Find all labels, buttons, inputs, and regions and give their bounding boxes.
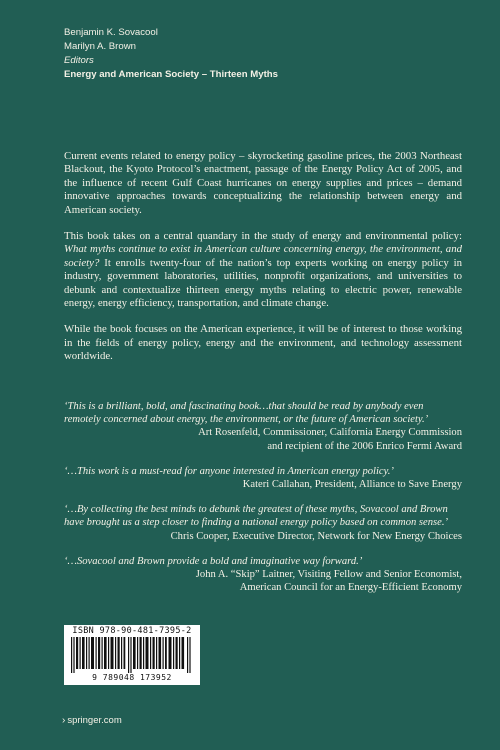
endorsement-attribution: John A. “Skip” Laitner, Visiting Fellow and Senior Economist, [195,569,462,581]
author-name: Benjamin K. Sovacool [64,27,158,38]
description-text: It enrolls twenty-four of the nation’s top experts working on energy policy in industry, government laboratories, utilities, nonprofit organizations, and universities to debunk and contextualize thirteen energy myths relating to electric power, renewable energy, energy efficiency, transportation, and climate change. [64,256,462,310]
endorsement [64,400,462,453]
description-paragraph: While the book focuses on the American experience, it will be of interest to those working in the fields of energy policy, energy and the environment, and technology assessment worldwide. [64,323,462,363]
endorsement-attribution: and recipient of the 2006 Enrico Fermi Award [267,440,462,452]
book-description [64,150,462,377]
endorsement [64,503,462,543]
endorsement-attribution: Kateri Callahan, President, Alliance to Save Energy [242,479,462,491]
endorsement-attribution: Art Rosenfeld, Commissioner, California Energy Commission [198,427,462,439]
endorsement [64,465,462,491]
endorsement-quote: ‘…This work is a must-read for anyone interested in American energy policy.’ [64,465,394,477]
description-paragraph: Current events related to energy policy – skyrocketing gasoline prices, the 2003 Northeast Blackout, the Kyoto Protocol’s enactment, passage of the Energy Policy Act of 2005, and the influence of recent Gulf Coast hurricanes on energy supplies and prices – demand innovative approaches towards conceptualizing the relationship between energy and American society. [64,150,462,216]
editors-role: Editors [64,55,94,66]
barcode-digits: 9 789048 173952 [92,673,172,682]
isbn-barcode [64,625,200,685]
book-title: Energy and American Society – Thirteen Myths [64,69,278,80]
isbn-label: ISBN 978-90-481-7395-2 [72,626,192,636]
endorsements [64,400,462,606]
endorsement-attribution: Chris Cooper, Executive Director, Network for New Energy Choices [170,530,462,542]
description-paragraph [64,230,462,310]
description-text: This book takes on a central quandary in the study of energy and environmental policy: [64,230,462,243]
endorsement-quote: ‘…By collecting the best minds to debunk the greatest of these myths, Sovacool and Brown have brought us a step closer to finding a national energy policy based on common sense.’ [64,504,449,529]
publisher-link[interactable] [62,715,122,726]
endorsement-attribution: American Council for an Energy-Efficient Economy [239,582,462,594]
endorsement-quote: ‘…Sovacool and Brown provide a bold and imaginative way forward.’ [64,555,363,567]
endorsement-quote: ‘This is a brilliant, bold, and fascinating book…that should be read by anybody even remotely concerned about energy, the environment, or the future of American society.’ [64,401,429,426]
arrow-icon: › [62,715,66,726]
author-name: Marilyn A. Brown [64,41,136,52]
central-question: What myths continue to exist in American culture concerning energy, the environment, and society? [64,243,462,269]
editors-block [64,26,278,82]
barcode-bars [71,637,193,673]
publisher-site[interactable]: springer.com [67,715,122,726]
endorsement [64,555,462,595]
